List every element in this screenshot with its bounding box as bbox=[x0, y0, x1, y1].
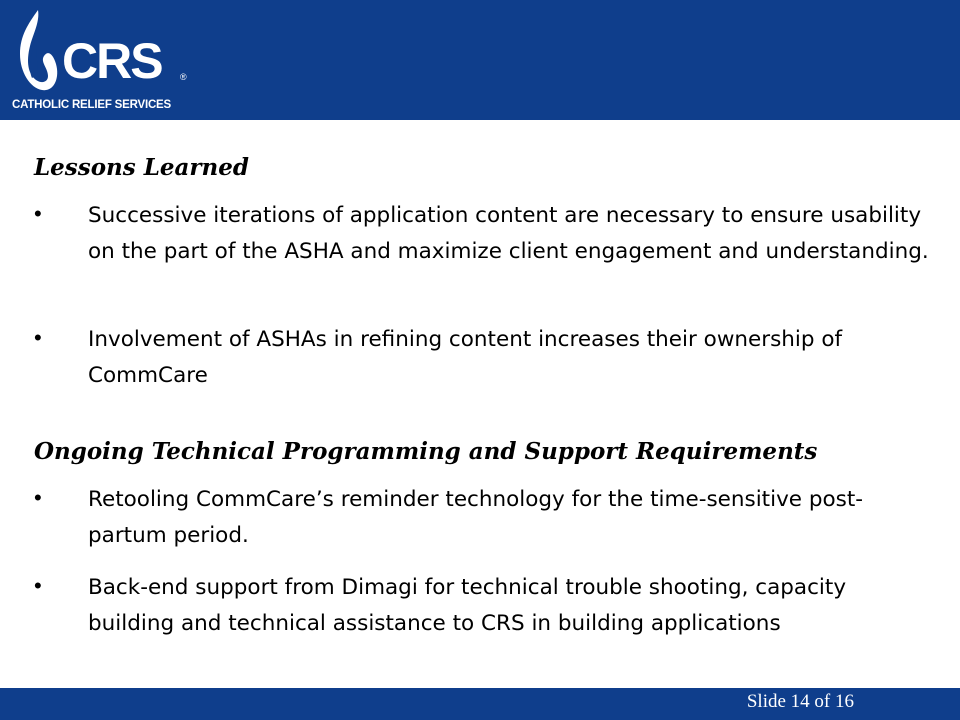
footer-band bbox=[0, 688, 960, 720]
logo-tagline: CATHOLIC RELIEF SERVICES bbox=[12, 99, 171, 111]
bullet-icon: • bbox=[34, 573, 42, 598]
bullet-text: Back-end support from Dimagi for technical trouble shooting, capacity building and technical assistance to CRS in building applications bbox=[88, 575, 847, 636]
bullet-icon: • bbox=[34, 485, 42, 510]
section-heading-lessons: Lessons Learned bbox=[34, 154, 249, 181]
bullet-icon: • bbox=[34, 325, 42, 350]
header-band bbox=[0, 0, 960, 120]
logo-wordmark: CRS bbox=[62, 33, 162, 89]
registered-mark: ® bbox=[180, 72, 187, 82]
slide-number: Slide 14 of 16 bbox=[746, 691, 854, 712]
crs-logo bbox=[8, 6, 208, 114]
bullet-text: Involvement of ASHAs in refining content increases their ownership of CommCare bbox=[88, 327, 843, 388]
section-heading-requirements: Ongoing Technical Programming and Support Requirements bbox=[34, 438, 818, 465]
bullet-icon: • bbox=[34, 201, 42, 226]
bullet-text: Retooling CommCare’s reminder technology for the time-sensitive post-partum period. bbox=[88, 487, 864, 548]
bullet-text: Successive iterations of application content are necessary to ensure usability on the part of the ASHA and maximize client engagement and understanding. bbox=[88, 203, 929, 264]
crs-flame-icon bbox=[8, 6, 68, 101]
